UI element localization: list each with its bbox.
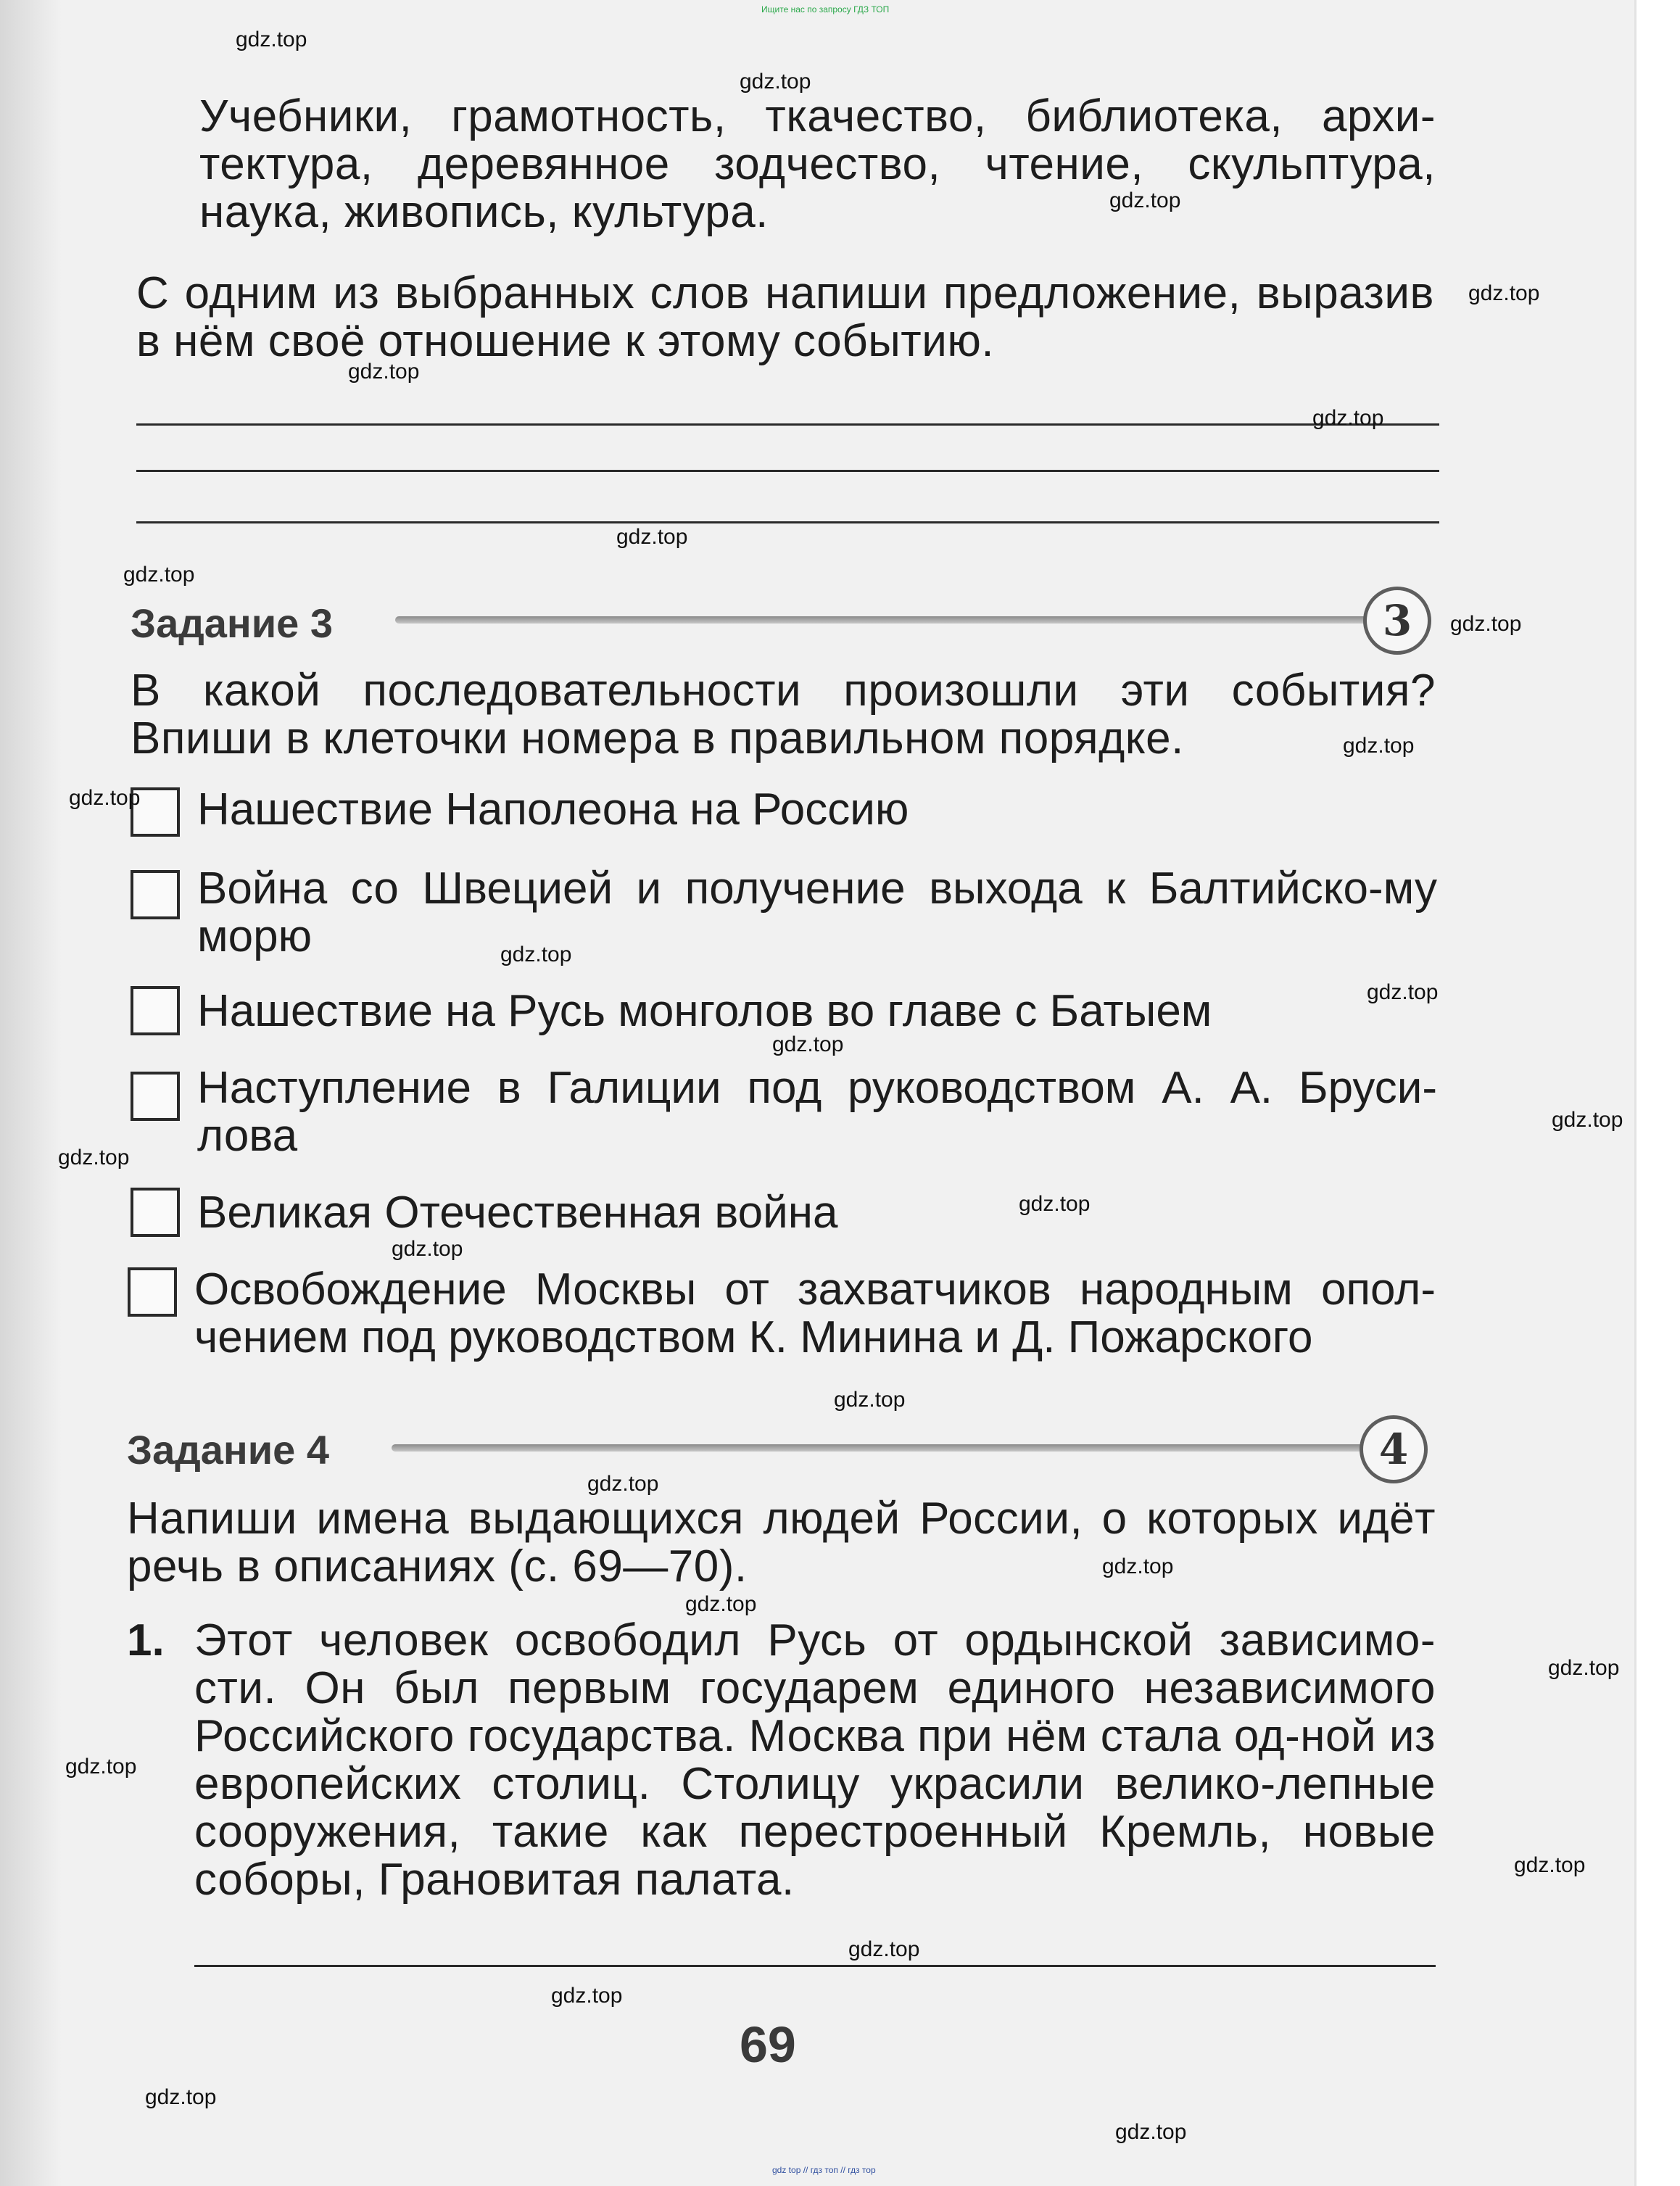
order-box[interactable] xyxy=(128,1267,177,1317)
watermark: gdz.top xyxy=(1514,1853,1586,1877)
watermark: gdz.top xyxy=(1109,189,1181,212)
watermark: gdz.top xyxy=(1343,734,1415,758)
answer-line[interactable] xyxy=(194,1965,1436,1967)
watermark: gdz.top xyxy=(740,70,811,94)
order-box[interactable] xyxy=(131,1188,180,1237)
watermark: gdz.top xyxy=(1367,980,1439,1004)
watermark: gdz.top xyxy=(392,1237,463,1261)
watermark: gdz.top xyxy=(236,28,307,51)
watermark: gdz.top xyxy=(772,1032,844,1056)
watermark: gdz.top xyxy=(123,563,195,587)
watermark: gdz.top xyxy=(1450,612,1522,636)
watermark: gdz.top xyxy=(848,1937,920,1961)
footer-note: gdz top // гдз топ // гдз тор xyxy=(772,2165,876,2175)
book-spine-shadow xyxy=(0,0,62,2186)
watermark: gdz.top xyxy=(1115,2120,1187,2144)
task4-instruction: Напиши имена выдающихся людей России, о которых идёт речь в описаниях (с. 69—70). xyxy=(127,1494,1436,1591)
order-box[interactable] xyxy=(131,1072,180,1121)
watermark: gdz.top xyxy=(1548,1656,1620,1680)
page-number: 69 xyxy=(740,2016,796,2073)
answer-line[interactable] xyxy=(136,423,1439,426)
answer-line[interactable] xyxy=(136,470,1439,472)
task3-rule xyxy=(395,616,1370,624)
watermark: gdz.top xyxy=(834,1388,906,1412)
task3-title: Задание 3 xyxy=(131,600,334,646)
order-box[interactable] xyxy=(131,870,180,919)
order-box[interactable] xyxy=(131,986,180,1035)
task4-badge: 4 xyxy=(1360,1415,1428,1483)
event-item: Война со Швецией и получение выхода к Балтийско-му морю xyxy=(197,864,1437,961)
watermark: gdz.top xyxy=(500,943,572,966)
description-text: Этот человек освободил Русь от ордынской зависимо-сти. Он был первым государем единого независимого Российского государства. Москва при нём стала од-ной из европейских столиц. Столицу украсили велико-лепные сооружения, такие как перестроенный Кремль, новые соборы, Грановитая палата. xyxy=(194,1615,1436,1905)
watermark: gdz.top xyxy=(1312,406,1384,430)
watermark: gdz.top xyxy=(587,1472,659,1496)
watermark: gdz.top xyxy=(58,1146,130,1169)
watermark: gdz.top xyxy=(348,360,420,384)
watermark: gdz.top xyxy=(145,2085,217,2109)
header-note: Ищите нас по запросу ГДЗ ТОП xyxy=(761,4,890,15)
watermark: gdz.top xyxy=(551,1984,623,2008)
watermark: gdz.top xyxy=(1468,281,1540,305)
task2-instruction: С одним из выбранных слов напиши предложение, выразив в нём своё отношение к этому событию. xyxy=(136,268,1434,366)
watermark: gdz.top xyxy=(685,1592,757,1616)
event-item: Освобождение Москвы от захватчиков народным опол-чением под руководством К. Минина и Д. Пожарского xyxy=(194,1264,1436,1362)
watermark: gdz.top xyxy=(1552,1108,1623,1132)
item-number: 1. xyxy=(127,1615,165,1665)
task4-title: Задание 4 xyxy=(127,1427,330,1473)
event-item: Наступление в Галиции под руководством А. А. Бруси-лова xyxy=(197,1063,1437,1161)
task3-instruction: В какой последовательности произошли эти события? Впиши в клеточки номера в правильном порядке. xyxy=(131,666,1436,763)
page-edge xyxy=(1634,0,1680,2186)
watermark: gdz.top xyxy=(616,525,688,549)
event-item: Нашествие Наполеона на Россию xyxy=(197,784,909,835)
watermark: gdz.top xyxy=(1102,1554,1174,1578)
event-item: Великая Отечественная война xyxy=(197,1188,838,1238)
watermark: gdz.top xyxy=(69,786,141,810)
answer-line[interactable] xyxy=(136,521,1439,523)
task4-rule xyxy=(392,1444,1367,1452)
event-item: Нашествие на Русь монголов во главе с Батыем xyxy=(197,986,1212,1036)
task3-badge: 3 xyxy=(1363,587,1431,655)
watermark: gdz.top xyxy=(1019,1192,1091,1216)
watermark: gdz.top xyxy=(65,1755,137,1779)
word-list: Учебники, грамотность, ткачество, библиотека, архи-тектура, деревянное зодчество, чтение, скульптура, наука, живопись, культура. xyxy=(199,91,1436,237)
